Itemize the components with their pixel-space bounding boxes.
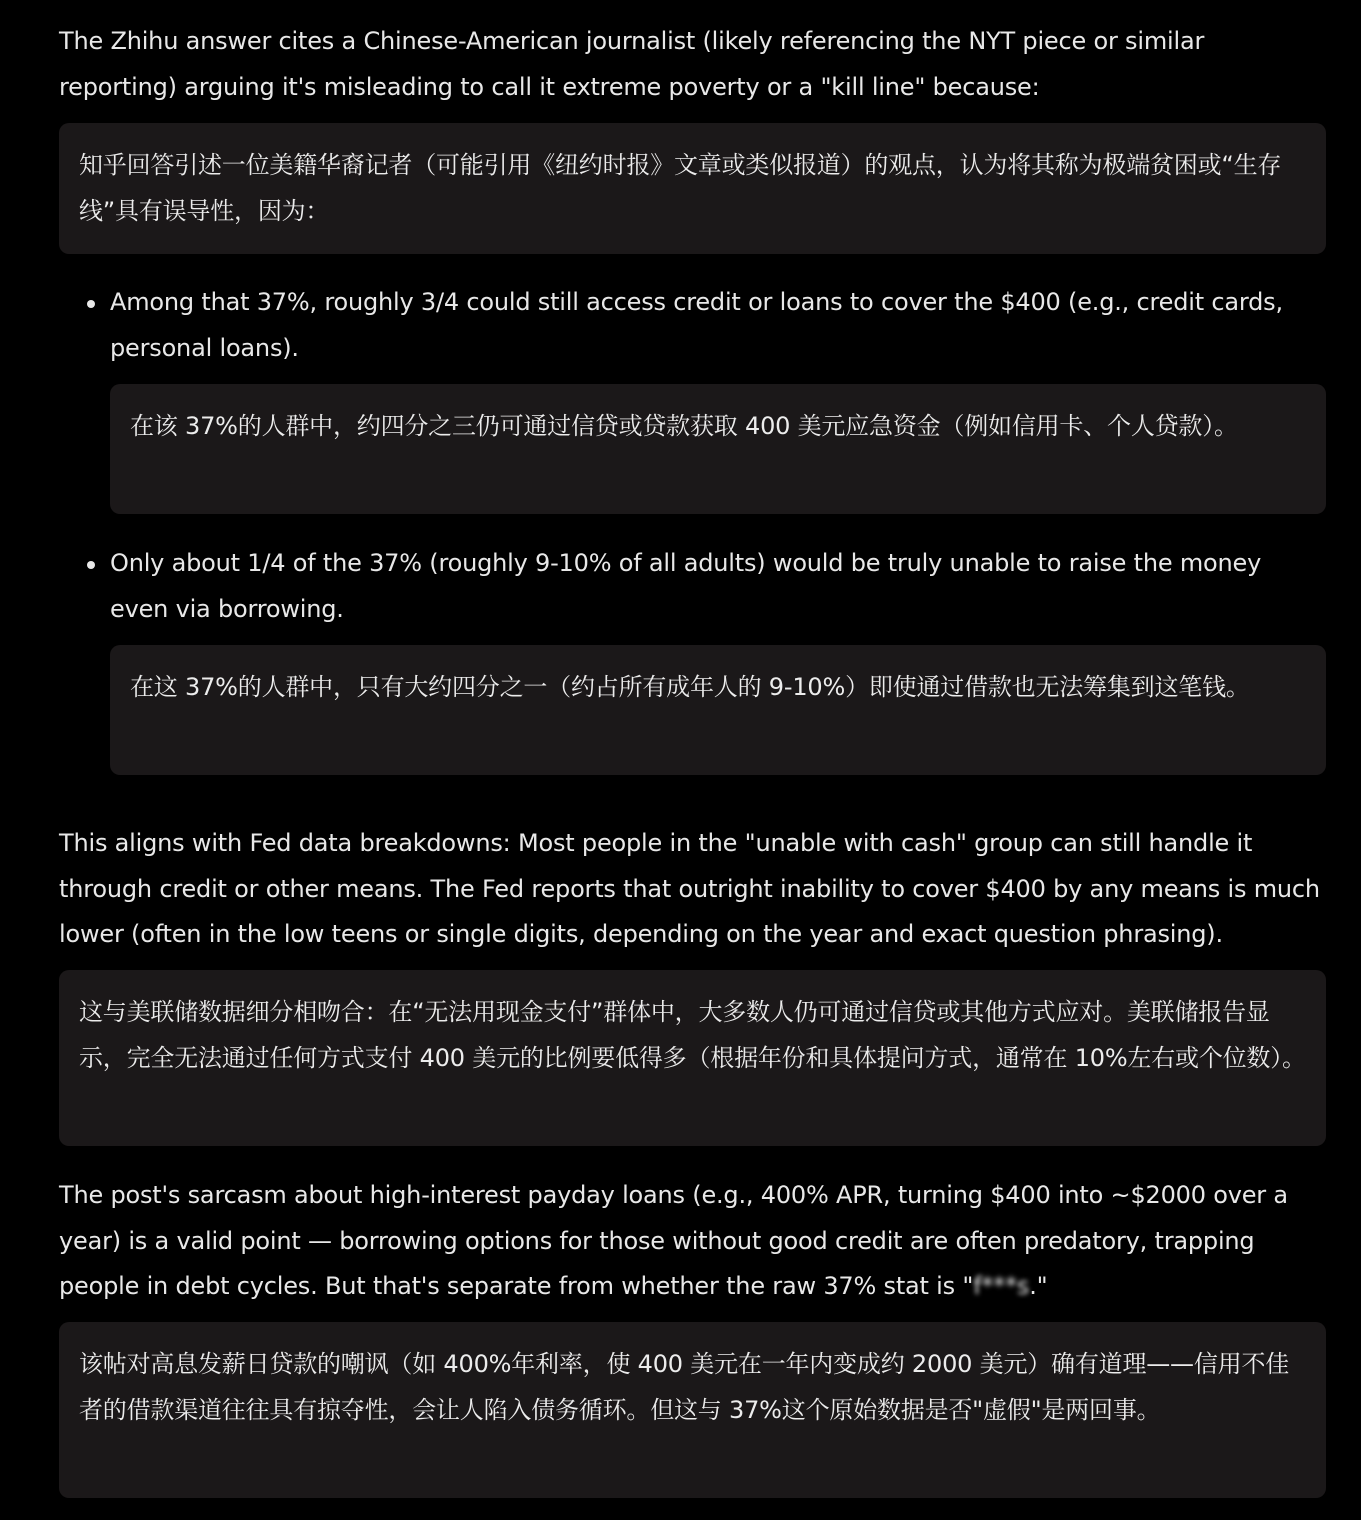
bullet-dot-icon [87, 561, 95, 569]
intro-translation-text: 知乎回答引述一位美籍华裔记者（可能引用《纽约时报》文章或类似报道）的观点，认为将其称为极端贫困或“生存线”具有误导性，因为： [79, 151, 1282, 225]
bullet-translation-text: 在这 37%的人群中，只有大约四分之一（约占所有成年人的 9-10%）即使通过借款也无法筹集到这笔钱。 [130, 673, 1250, 701]
fed-paragraph-en: This aligns with Fed data breakdowns: Most people in the "unable with cash" group can still handle it through credit or other means. The Fed reports that outright inability to cover $400 by any means is much lower (often in the low teens or single digits, depending on the year and exact question phrasing). [59, 829, 1320, 948]
payday-text-after: ." [1029, 1272, 1048, 1300]
payday-text-before: The post's sarcasm about high-interest payday loans (e.g., 400% APR, turning $400 into ~$2000 over a year) is a valid point — borrowing options for those without good credit are often predatory, trapping people in debt cycles. But that's separate from whether the raw 37% stat is " [59, 1181, 1288, 1300]
censored-word: f***s [973, 1272, 1030, 1300]
bullet-text-en: Only about 1/4 of the 37% (roughly 9-10% of all adults) would be truly unable to raise the money even via borrowing. [110, 549, 1262, 623]
payday-paragraph-en [59, 1173, 1326, 1310]
payday-translation-block [59, 1322, 1326, 1498]
list-item [59, 541, 1326, 802]
bullet-translation-block [110, 384, 1326, 514]
bullet-dot-icon [87, 300, 95, 308]
bullet-translation-text: 在该 37%的人群中，约四分之三仍可通过信贷或贷款获取 400 美元应急资金（例如信用卡、个人贷款）。 [130, 412, 1238, 440]
bullet-text-en: Among that 37%, roughly 3/4 could still access credit or loans to cover the $400 (e.g., credit cards, personal loans). [110, 288, 1283, 362]
intro-translation-block [59, 123, 1326, 254]
intro-paragraph-en: The Zhihu answer cites a Chinese-American journalist (likely referencing the NYT piece or similar reporting) arguing it's misleading to call it extreme poverty or a "kill line" because: [59, 27, 1205, 101]
bullet-translation-block [110, 645, 1326, 775]
bullet-list [59, 280, 1326, 802]
list-item [59, 280, 1326, 541]
fed-translation-text: 这与美联储数据细分相吻合：在“无法用现金支付”群体中，大多数人仍可通过信贷或其他方式应对。美联储报告显示，完全无法通过任何方式支付 400 美元的比例要低得多（根据年份和具体提问方式，通常在 10%左右或个位数）。 [79, 998, 1306, 1072]
fed-translation-block [59, 970, 1326, 1146]
payday-translation-text: 该帖对高息发薪日贷款的嘲讽（如 400%年利率，使 400 美元在一年内变成约 2000 美元）确有道理——信用不佳者的借款渠道往往具有掠夺性，会让人陷入债务循环。但这与 37%这个原始数据是否"虚假"是两回事。 [79, 1350, 1290, 1424]
